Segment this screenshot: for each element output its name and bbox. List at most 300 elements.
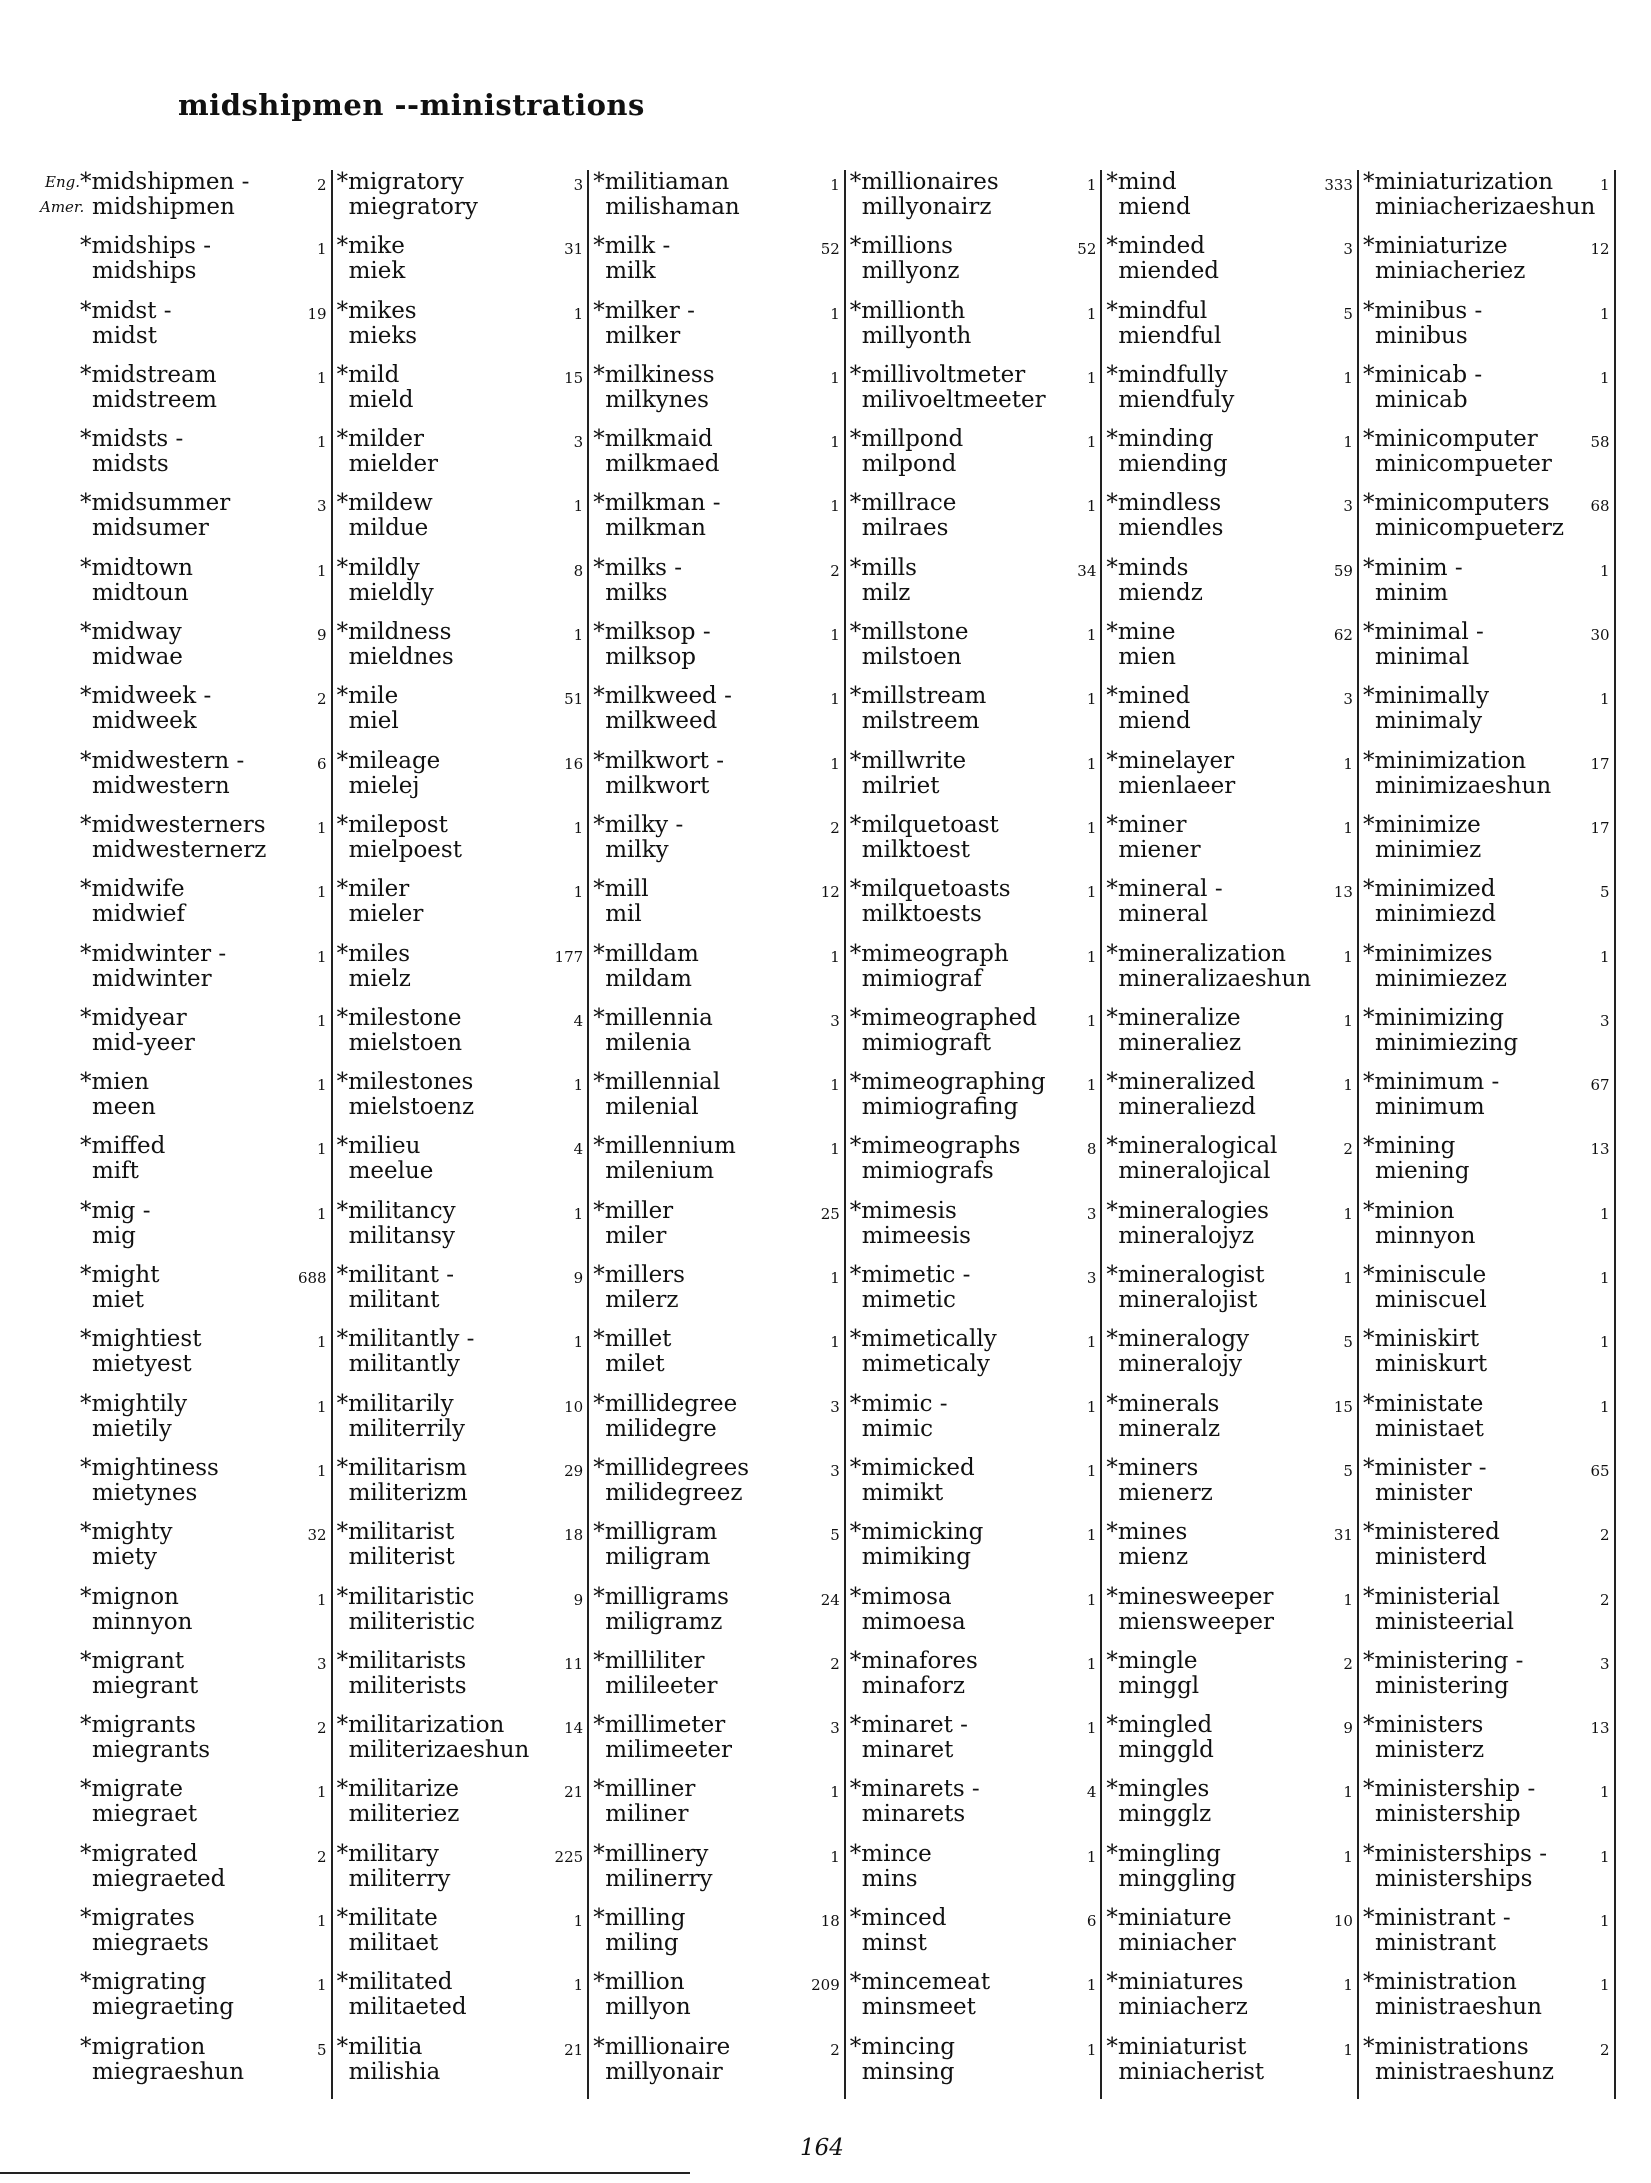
english-spelling: *minelayer [1106, 747, 1235, 774]
english-spelling: *milligrams [593, 1583, 729, 1610]
reformed-spelling: ministering [1374, 1672, 1509, 1699]
english-spelling: *millstream [849, 683, 987, 710]
reformed-spelling: mielz [348, 965, 411, 992]
english-spelling: *ministers [1362, 1712, 1484, 1739]
reformed-spelling: milerz [605, 1287, 679, 1314]
english-spelling: *minimally [1362, 683, 1490, 710]
word-entry [333, 1263, 590, 1327]
word-entry [76, 1970, 333, 2034]
frequency-count: 1 [1600, 1976, 1610, 1995]
reformed-spelling: miniacheriez [1374, 258, 1526, 285]
english-spelling: *milquetoast [849, 811, 999, 838]
reformed-spelling: ministraeshun [1374, 1994, 1542, 2021]
frequency-count: 3 [1343, 690, 1353, 709]
frequency-count: 1 [317, 1204, 327, 1223]
reformed-spelling: mingglz [1118, 1801, 1212, 1828]
english-spelling: *millet [593, 1326, 672, 1353]
frequency-count: 3 [1343, 497, 1353, 516]
word-entry [1102, 234, 1359, 298]
reformed-spelling: miel [348, 708, 399, 735]
word-entry [1102, 813, 1359, 877]
english-spelling: *milksop - [593, 619, 711, 646]
english-spelling: *minimization [1362, 747, 1527, 774]
reformed-spelling: millyon [605, 1994, 691, 2021]
word-entry [846, 942, 1103, 1006]
english-spelling: *mined [1106, 683, 1191, 710]
english-spelling: *millidegrees [593, 1454, 749, 1481]
frequency-count: 16 [564, 754, 584, 773]
english-spelling: *million [593, 1969, 685, 1996]
english-spelling: *midtown [80, 554, 193, 581]
reformed-spelling: minimum [1374, 1094, 1485, 1121]
frequency-count: 18 [564, 1526, 584, 1545]
reformed-spelling: mimikt [861, 1479, 944, 1506]
word-entry [333, 491, 590, 555]
reformed-spelling: mift [92, 1158, 139, 1185]
frequency-count: 1 [573, 1204, 584, 1223]
frequency-count: 6 [1086, 1912, 1097, 1931]
reformed-spelling: miegraeted [92, 1865, 226, 1892]
word-entry [846, 1842, 1103, 1906]
reformed-spelling: milidegreez [605, 1479, 743, 1506]
english-spelling: *mill [593, 876, 649, 903]
english-spelling: *mineralogist [1106, 1262, 1265, 1289]
english-spelling: *midwesterners [80, 811, 266, 838]
word-entry [1102, 1906, 1359, 1970]
english-spelling: *mimetically [849, 1326, 997, 1353]
english-spelling: *millions [849, 233, 953, 260]
english-spelling: *millionth [849, 297, 966, 324]
word-entry [76, 1006, 333, 1070]
frequency-count: 31 [564, 240, 584, 259]
frequency-count: 1 [830, 368, 840, 387]
word-entry [1359, 170, 1616, 234]
frequency-count: 17 [1590, 818, 1610, 837]
word-entry [76, 427, 333, 491]
english-spelling: *milliliter [593, 1647, 705, 1674]
word-entry [846, 1199, 1103, 1263]
word-entry [1359, 363, 1616, 427]
english-spelling: *mineralize [1106, 1004, 1241, 1031]
english-spelling: *militarization [336, 1712, 505, 1739]
frequency-count: 1 [317, 240, 327, 259]
word-entry [333, 813, 590, 877]
reformed-spelling: minggl [1118, 1672, 1200, 1699]
english-spelling: *mingled [1106, 1712, 1213, 1739]
english-spelling: *milldam [593, 940, 699, 967]
frequency-count: 9 [573, 1590, 584, 1609]
english-spelling: *mimeograph [849, 940, 1009, 967]
frequency-count: 13 [1590, 1140, 1610, 1159]
frequency-count: 12 [1590, 240, 1610, 259]
word-entry [589, 234, 846, 298]
reformed-spelling: mietily [92, 1415, 172, 1442]
frequency-count: 1 [317, 561, 327, 580]
english-spelling: *ministerships - [1362, 1840, 1548, 1867]
word-entry [76, 491, 333, 555]
english-spelling: *milling [593, 1905, 686, 1932]
reformed-spelling: mineralizaeshun [1118, 965, 1312, 992]
frequency-count: 1 [1343, 1269, 1353, 1288]
english-spelling: *miller [593, 1197, 674, 1224]
reformed-spelling: minnyon [1374, 1222, 1476, 1249]
reformed-spelling: miensweeper [1118, 1608, 1275, 1635]
word-entry [1359, 1585, 1616, 1649]
reformed-spelling: milileeter [605, 1672, 718, 1699]
frequency-count: 1 [1343, 1011, 1353, 1030]
english-spelling: *ministrations [1362, 2033, 1529, 2060]
word-entry [846, 1456, 1103, 1520]
reformed-spelling: ministership [1374, 1801, 1521, 1828]
word-entry [333, 620, 590, 684]
english-spelling: *militarily [336, 1390, 454, 1417]
english-spelling: *migration [80, 2033, 206, 2060]
english-spelling: *ministerial [1362, 1583, 1500, 1610]
word-entry [589, 299, 846, 363]
frequency-count: 8 [573, 561, 584, 580]
word-entry [333, 1520, 590, 1584]
frequency-count: 1 [1086, 176, 1097, 194]
frequency-count: 1 [1343, 1204, 1353, 1223]
english-spelling: *mineralogy [1106, 1326, 1250, 1353]
reformed-spelling: milraes [861, 515, 949, 542]
english-spelling: *mile [336, 683, 399, 710]
word-entry [846, 749, 1103, 813]
reformed-spelling: midst [92, 322, 157, 349]
frequency-count: 5 [830, 1526, 840, 1545]
word-entry [1359, 556, 1616, 620]
frequency-count: 1 [1343, 2040, 1353, 2059]
reformed-spelling: miener [1118, 836, 1201, 863]
reformed-spelling: mimiograf [861, 965, 982, 992]
reformed-spelling: miler [605, 1222, 667, 1249]
english-spelling: *mignon [80, 1583, 179, 1610]
word-entry [333, 363, 590, 427]
frequency-count: 1 [317, 1140, 327, 1159]
word-entry [76, 363, 333, 427]
reformed-spelling: miniscuel [1374, 1287, 1487, 1314]
english-spelling: *ministrant - [1362, 1905, 1511, 1932]
reformed-spelling: millyonairz [861, 194, 992, 220]
word-entry [846, 1713, 1103, 1777]
reformed-spelling: militaet [348, 1930, 439, 1957]
english-spelling: *millennial [593, 1069, 721, 1096]
reformed-spelling: minsmeet [861, 1994, 976, 2021]
word-entry [1359, 942, 1616, 1006]
frequency-count: 5 [1343, 1333, 1353, 1352]
frequency-count: 1 [1086, 368, 1097, 387]
page-number: 164 [800, 2135, 844, 2161]
word-column [76, 170, 333, 2099]
frequency-count: 1 [830, 1847, 840, 1866]
english-spelling: *mills [849, 554, 917, 581]
frequency-count: 2 [317, 1719, 327, 1738]
eng-label: Eng. [45, 173, 80, 191]
reformed-spelling: milenial [605, 1094, 699, 1121]
reformed-spelling: minaret [861, 1737, 954, 1764]
word-entry [1102, 170, 1359, 234]
english-spelling: *milieu [336, 1133, 421, 1160]
english-spelling: *mingles [1106, 1776, 1210, 1803]
reformed-spelling: mielstoen [348, 1029, 463, 1056]
reformed-spelling: mieks [348, 322, 418, 349]
frequency-count: 688 [297, 1269, 327, 1288]
frequency-count: 1 [1343, 1847, 1353, 1866]
reformed-spelling: milstoen [861, 644, 962, 671]
word-entry [76, 813, 333, 877]
english-spelling: *ministered [1362, 1519, 1500, 1546]
english-spelling: *minimal - [1362, 619, 1484, 646]
word-entry [333, 877, 590, 941]
frequency-count: 29 [564, 1461, 584, 1480]
english-spelling: *minesweeper [1106, 1583, 1274, 1610]
english-spelling: *milkmaid [593, 426, 713, 453]
word-entry [1102, 620, 1359, 684]
word-entry [1102, 877, 1359, 941]
reformed-spelling: mineralojical [1118, 1158, 1271, 1185]
word-entry [846, 1263, 1103, 1327]
frequency-count: 1 [317, 368, 327, 387]
english-spelling: *millimeter [593, 1712, 726, 1739]
word-column [1102, 170, 1359, 2099]
english-spelling: *mindful [1106, 297, 1208, 324]
english-spelling: *mimeographed [849, 1004, 1038, 1031]
word-entry [589, 1649, 846, 1713]
english-spelling: *militate [336, 1905, 438, 1932]
word-entry [1102, 942, 1359, 1006]
word-entry [846, 1777, 1103, 1841]
english-spelling: *millennia [593, 1004, 713, 1031]
word-entry [1102, 749, 1359, 813]
reformed-spelling: milinerry [605, 1865, 713, 1892]
english-spelling: *militarize [336, 1776, 460, 1803]
reformed-spelling: midtoun [92, 579, 189, 606]
frequency-count: 1 [830, 690, 840, 709]
word-entry [333, 1842, 590, 1906]
english-spelling: *migrates [80, 1905, 195, 1932]
word-entry [589, 1713, 846, 1777]
word-entry [1359, 1263, 1616, 1327]
frequency-count: 1 [1600, 304, 1610, 323]
frequency-count: 5 [1343, 1461, 1353, 1480]
language-labels [40, 170, 85, 220]
english-spelling: *minerals [1106, 1390, 1220, 1417]
reformed-spelling: milivoeltmeeter [861, 386, 1046, 413]
english-spelling: *mimosa [849, 1583, 952, 1610]
english-spelling: *mineralogies [1106, 1197, 1269, 1224]
english-spelling: *millinery [593, 1840, 709, 1867]
reformed-spelling: midwief [92, 901, 186, 928]
frequency-count: 1 [573, 304, 584, 323]
frequency-count: 1 [1600, 1783, 1610, 1802]
frequency-count: 1 [317, 883, 327, 902]
word-entry [846, 299, 1103, 363]
reformed-spelling: millyonz [861, 258, 960, 285]
word-entry [1359, 1842, 1616, 1906]
word-entry [846, 556, 1103, 620]
word-entry [846, 620, 1103, 684]
english-spelling: *mindfully [1106, 361, 1228, 388]
reformed-spelling: miek [348, 258, 406, 285]
english-spelling: *milkweed - [593, 683, 732, 710]
frequency-count: 15 [564, 368, 584, 387]
word-entry [1359, 620, 1616, 684]
english-spelling: *ministration [1362, 1969, 1517, 1996]
reformed-spelling: milstreem [861, 708, 980, 735]
english-spelling: *midst - [80, 297, 172, 324]
reformed-spelling: mimic [861, 1415, 933, 1442]
english-spelling: *ministering - [1362, 1647, 1524, 1674]
english-spelling: *migrate [80, 1776, 183, 1803]
frequency-count: 9 [317, 626, 327, 645]
reformed-spelling: minggld [1118, 1737, 1214, 1764]
word-column [333, 170, 590, 2099]
word-entry [1102, 684, 1359, 748]
english-spelling: *millpond [849, 426, 964, 453]
reformed-spelling: minimal [1374, 644, 1470, 671]
english-spelling: *midships - [80, 233, 211, 260]
reformed-spelling: mien [1118, 644, 1176, 671]
word-entry [76, 234, 333, 298]
frequency-count: 1 [1343, 818, 1353, 837]
reformed-spelling: militant [348, 1287, 440, 1314]
word-entry [1102, 1263, 1359, 1327]
word-entry [1102, 556, 1359, 620]
frequency-count: 3 [317, 497, 327, 516]
english-spelling: *mince [849, 1840, 932, 1867]
reformed-spelling: mineral [1118, 901, 1209, 928]
word-entry [846, 1970, 1103, 2034]
word-entry [1102, 1199, 1359, 1263]
reformed-spelling: miendfuly [1118, 386, 1235, 413]
frequency-count: 1 [1600, 176, 1610, 194]
frequency-count: 1 [1086, 818, 1097, 837]
page-title: midshipmen --ministrations [178, 88, 645, 122]
frequency-count: 1 [1086, 690, 1097, 709]
english-spelling: *milk - [593, 233, 671, 260]
reformed-spelling: ministerships [1374, 1865, 1533, 1892]
english-spelling: *ministership - [1362, 1776, 1536, 1803]
reformed-spelling: miet [92, 1287, 145, 1314]
reformed-spelling: militeriez [348, 1801, 460, 1828]
frequency-count: 1 [1600, 561, 1610, 580]
english-spelling: *migrant [80, 1647, 185, 1674]
english-spelling: *mind [1106, 169, 1177, 195]
english-spelling: *militaristic [336, 1583, 475, 1610]
word-entry [846, 1006, 1103, 1070]
frequency-count: 1 [1600, 1204, 1610, 1223]
word-entry [1359, 1970, 1616, 2034]
frequency-count: 1 [1086, 1847, 1097, 1866]
frequency-count: 177 [554, 947, 584, 966]
english-spelling: *military [336, 1840, 439, 1867]
reformed-spelling: miegraeting [92, 1994, 234, 2021]
word-entry [1102, 363, 1359, 427]
bottom-rule [0, 2172, 690, 2174]
word-entry [846, 363, 1103, 427]
word-entry [846, 1070, 1103, 1134]
word-entry [1102, 1520, 1359, 1584]
word-entry [333, 749, 590, 813]
frequency-count: 1 [573, 1076, 584, 1095]
reformed-spelling: minnyon [92, 1608, 193, 1635]
word-entry [1359, 1456, 1616, 1520]
reformed-spelling: ministrant [1374, 1930, 1497, 1957]
frequency-count: 19 [307, 304, 327, 323]
english-spelling: *midwestern - [80, 747, 245, 774]
reformed-spelling: mineralojy [1118, 1351, 1242, 1378]
english-spelling: *mildew [336, 490, 433, 517]
english-spelling: *minim - [1362, 554, 1463, 581]
reformed-spelling: millyonair [605, 2058, 723, 2085]
frequency-count: 6 [317, 754, 327, 773]
frequency-count: 1 [830, 947, 840, 966]
word-entry [1102, 1777, 1359, 1841]
reformed-spelling: minicompueter [1374, 451, 1552, 478]
reformed-spelling: mimeticaly [861, 1351, 990, 1378]
english-spelling: *mingle [1106, 1647, 1198, 1674]
english-spelling: *might [80, 1262, 160, 1289]
reformed-spelling: minaforz [861, 1672, 965, 1699]
english-spelling: *mimeographs [849, 1133, 1021, 1160]
frequency-count: 5 [1343, 304, 1353, 323]
word-entry [333, 1392, 590, 1456]
word-entry [1359, 299, 1616, 363]
frequency-count: 3 [573, 433, 584, 452]
english-spelling: *mild [336, 361, 400, 388]
english-spelling: *minibus - [1362, 297, 1483, 324]
reformed-spelling: mildue [348, 515, 429, 542]
word-entry [76, 749, 333, 813]
reformed-spelling: midships [92, 258, 197, 285]
word-entry [76, 170, 333, 234]
word-entry [76, 1585, 333, 1649]
frequency-count: 12 [820, 883, 840, 902]
frequency-count: 68 [1590, 497, 1610, 516]
reformed-spelling: miniacherizaeshun [1374, 194, 1596, 220]
reformed-spelling: militeristic [348, 1608, 475, 1635]
word-entry [846, 170, 1103, 234]
reformed-spelling: midwestern [92, 772, 230, 799]
frequency-count: 2 [830, 818, 840, 837]
english-spelling: *migrating [80, 1969, 207, 1996]
word-entry [76, 1327, 333, 1391]
english-spelling: *milepost [336, 811, 448, 838]
english-spelling: *millivoltmeter [849, 361, 1026, 388]
reformed-spelling: midstreem [92, 386, 217, 413]
reformed-spelling: milkman [605, 515, 706, 542]
frequency-count: 5 [317, 2040, 327, 2059]
word-entry [589, 813, 846, 877]
english-spelling: *miffed [80, 1133, 166, 1160]
english-spelling: *mineralized [1106, 1069, 1256, 1096]
english-spelling: *minicomputers [1362, 490, 1550, 517]
reformed-spelling: miegrants [92, 1737, 211, 1764]
frequency-count: 58 [1590, 433, 1610, 452]
word-entry [589, 491, 846, 555]
english-spelling: *mileage [336, 747, 441, 774]
word-entry [589, 1263, 846, 1327]
english-spelling: *mimicked [849, 1454, 975, 1481]
reformed-spelling: mieler [348, 901, 424, 928]
english-spelling: *minced [849, 1905, 947, 1932]
word-entry [1102, 491, 1359, 555]
word-entry [333, 299, 590, 363]
frequency-count: 13 [1333, 883, 1353, 902]
word-column [1359, 170, 1616, 2099]
frequency-count: 3 [573, 176, 584, 194]
reformed-spelling: milet [605, 1351, 665, 1378]
